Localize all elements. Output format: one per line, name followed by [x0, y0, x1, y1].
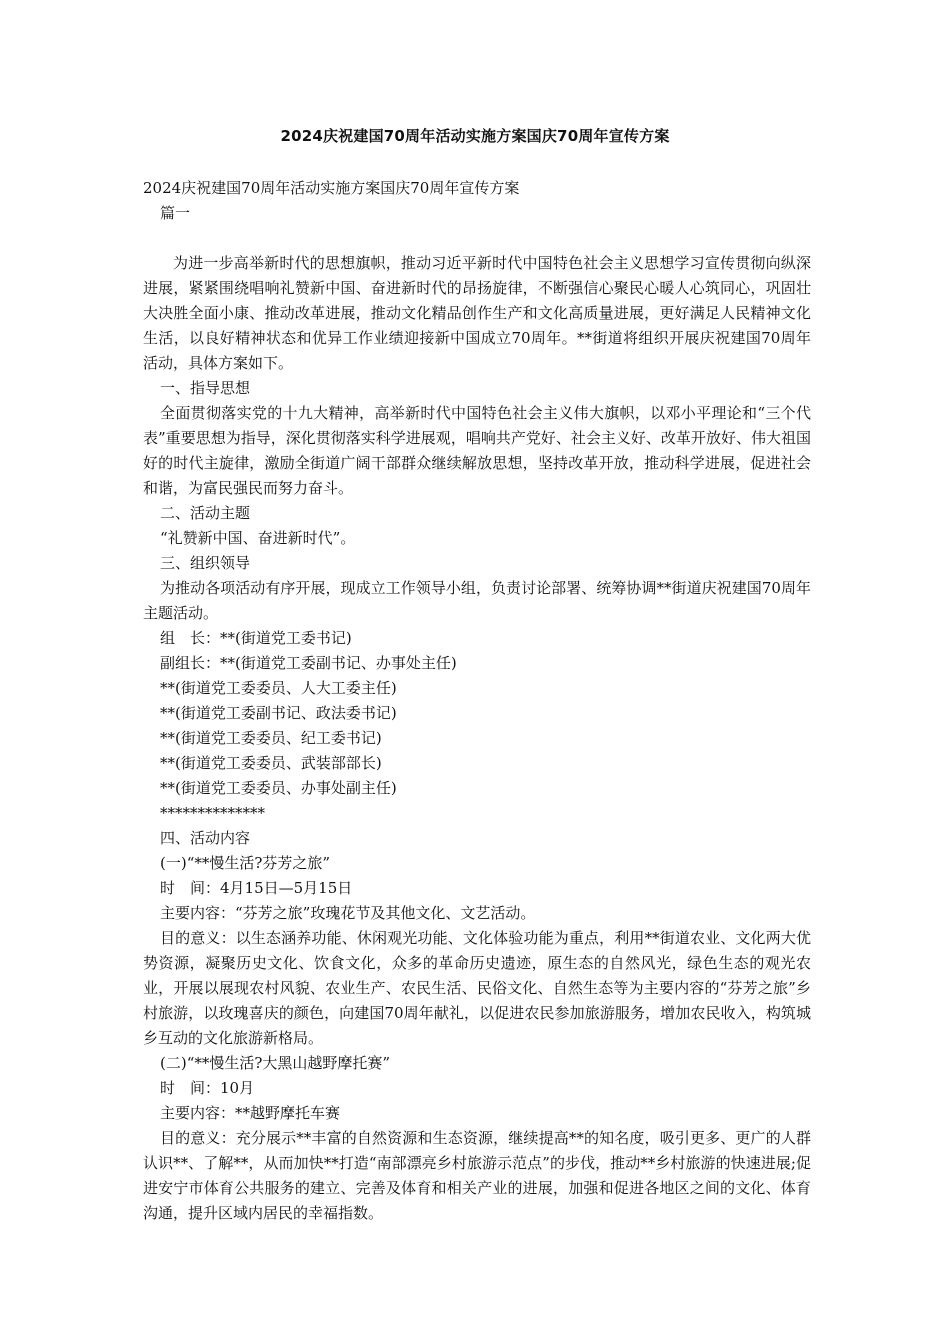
- leader-line: **************: [160, 804, 265, 822]
- activity2-content: 主要内容：**越野摩托车赛: [160, 1104, 341, 1122]
- activity1-time: 时 间：4月15日—5月15日: [160, 879, 353, 897]
- intro-paragraph: 为进一步高举新时代的思想旗帜，推动习近平新时代中国特色社会主义思想学习宣传贯彻向纵深进展，紧紧围绕唱响礼赞新中国、奋进新时代的昂扬旋律，不断强信心聚民心暖人心筑同心，巩固壮大决胜全面小康、推动改革进展，推动文化精品创作生产和文化高质量进展，更好满足人民精神文化生活，以良好精神状态和优异工作业绩迎接新中国成立70周年。**街道将组织开展庆祝建国70周年活动，具体方案如下。: [143, 254, 811, 372]
- leader-line: **(街道党工委委员、人大工委主任): [160, 679, 397, 697]
- leader-line: **(街道党工委委员、办事处副主任): [160, 779, 397, 797]
- organization-paragraph: 为推动各项活动有序开展，现成立工作领导小组，负责讨论部署、统筹协调**街道庆祝建国70周年主题活动。: [143, 579, 811, 622]
- leader-line: 组 长：**(街道党工委书记): [160, 629, 352, 647]
- leader-line: **(街道党工委委员、纪工委书记): [160, 729, 382, 747]
- activity1-heading: (一)“**慢生活?芬芳之旅”: [160, 854, 331, 872]
- leader-line: **(街道党工委委员、武装部部长): [160, 754, 382, 772]
- section-heading-activity-content: 四、活动内容: [160, 829, 251, 847]
- activity-theme-paragraph: “礼赞新中国、奋进新时代”。: [160, 529, 356, 547]
- activity2-heading: (二)“**慢生活?大黑山越野摩托赛”: [160, 1054, 391, 1072]
- guiding-ideology-paragraph: 全面贯彻落实党的十九大精神，高举新时代中国特色社会主义伟大旗帜，以邓小平理论和“三个代表”重要思想为指导，深化贯彻落实科学进展观，唱响共产党好、社会主义好、改革开放好、伟大祖国好的时代主旋律，激励全街道广阔干部群众继续解放思想，坚持改革开放，推动科学进展，促进社会和谐，为富民强民而努力奋斗。: [143, 404, 811, 497]
- activity1-content: 主要内容：“芬芳之旅”玫瑰花节及其他文化、文艺活动。: [160, 904, 536, 922]
- activity2-time: 时 间：10月: [160, 1079, 255, 1097]
- document-body: [143, 176, 811, 1226]
- leader-line: 副组长：**(街道党工委副书记、办事处主任): [160, 654, 457, 672]
- activity1-purpose: 目的意义：以生态涵养功能、休闲观光功能、文化体验功能为重点，利用**街道农业、文化两大优势资源，凝聚历史文化、饮食文化，众多的革命历史遗迹，原生态的自然风光，绿色生态的观光农业，开展以展现农村风貌、农业生产、农民生活、民俗文化、自然生态等为主要内容的“芬芳之旅”乡村旅游，以玫瑰喜庆的颜色，向建国70周年献礼，以促进农民参加旅游服务，增加农民收入，构筑城乡互动的文化旅游新格局。: [143, 929, 811, 1047]
- blank-line: [143, 226, 811, 251]
- section-heading-guiding-ideology: 一、指导思想: [160, 379, 251, 397]
- document-title: 2024庆祝建国70周年活动实施方案国庆70周年宣传方案: [280, 127, 670, 145]
- activity2-purpose: 目的意义：充分展示**丰富的自然资源和生态资源，继续提高**的知名度，吸引更多、更广的人群认识**、了解**，从而加快**打造“南部漂亮乡村旅游示范点”的步伐，推动**乡村旅游的快速进展;促进安宁市体育公共服务的建立、完善及体育和相关产业的进展，加强和促进各地区之间的文化、体育沟通，提升区域内居民的幸福指数。: [143, 1129, 811, 1222]
- document-subtitle: 2024庆祝建国70周年活动实施方案国庆70周年宣传方案: [143, 179, 520, 197]
- part-label: 篇一: [160, 204, 191, 222]
- section-heading-activity-theme: 二、活动主题: [160, 504, 251, 522]
- section-heading-organization: 三、组织领导: [160, 554, 251, 572]
- leader-line: **(街道党工委副书记、政法委书记): [160, 704, 397, 722]
